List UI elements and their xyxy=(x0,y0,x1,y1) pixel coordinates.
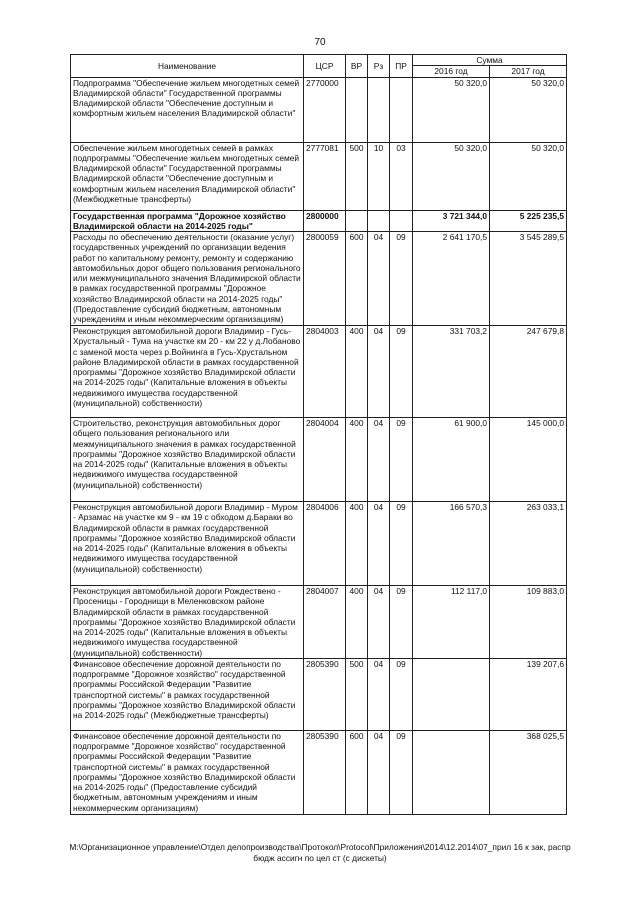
row-name: Финансовое обеспечение дорожной деятельности по подпрограмме "Дорожное хозяйство" государственной программы Российской Федерации "Развитие транспортной системы" в рамках государственной программы "Дорожное хозяйство Владимирской области на 2014-2025 годы" (Предоставление субсидий бюджетным, автономным учреждениям и иным некоммерческим организациям) xyxy=(71,730,304,814)
table-row xyxy=(71,502,567,586)
row-vr: 500 xyxy=(346,142,368,210)
row-name: Реконструкция автомобильной дороги Владимир - Муром - Арзамас на участке км 9 - км 19 с обходом д.Бараки во Владимирской области в рамках государственной программы "Дорожное хозяйство Владимирской области на 2014-2025 годы" (Капитальные вложения в объекты недвижимого имущества государственной (муниципальной) собственности) xyxy=(71,502,304,586)
row-name: Реконструкция автомобильной дороги Владимир - Гусь-Хрустальный - Тума на участке км 20 - км 22 у д.Лобаново с заменой моста через р.Войнинга в Гусь-Хрустальном районе Владимирской области в рамках государственной программы "Дорожное хозяйство Владимирской области на 2014-2025 годы" (Капитальные вложения в объекты недвижимого имущества государственной (муниципальной) собственности) xyxy=(71,326,304,418)
row-name: Подпрограмма "Обеспечение жильем многодетных семей Владимирской области" Государственной программы Владимирской области "Обеспечение доступным и комфортным жильем населения Владимирской области" xyxy=(71,77,304,142)
table-row xyxy=(71,658,567,730)
row-sum-2017: 263 033,1 xyxy=(490,502,567,586)
table-row xyxy=(71,142,567,210)
row-rz: 04 xyxy=(368,730,390,814)
row-vr: 500 xyxy=(346,658,368,730)
row-sum-2017: 50 320,0 xyxy=(490,77,567,142)
row-sum-2016: 61 900,0 xyxy=(413,418,490,502)
row-rz: 04 xyxy=(368,418,390,502)
row-name: Государственная программа "Дорожное хозяйство Владимирской области на 2014-2025 годы" xyxy=(71,210,304,232)
header-year-2016: 2016 год xyxy=(413,66,490,77)
row-sum-2017: 50 320,0 xyxy=(490,142,567,210)
row-sum-2017: 139 207,6 xyxy=(490,658,567,730)
row-csr: 2770000 xyxy=(304,77,346,142)
header-vr: ВР xyxy=(346,55,368,78)
row-sum-2017: 145 000,0 xyxy=(490,418,567,502)
row-vr: 400 xyxy=(346,418,368,502)
row-vr: 600 xyxy=(346,232,368,326)
table-row xyxy=(71,730,567,814)
row-pr: 09 xyxy=(390,502,413,586)
row-rz: 10 xyxy=(368,142,390,210)
row-pr: 09 xyxy=(390,232,413,326)
table-row xyxy=(71,232,567,326)
row-sum-2017: 5 225 235,5 xyxy=(490,210,567,232)
row-sum-2016: 2 641 170,5 xyxy=(413,232,490,326)
row-pr: 09 xyxy=(390,326,413,418)
row-rz: 04 xyxy=(368,326,390,418)
header-year-2017: 2017 год xyxy=(490,66,567,77)
row-pr: 09 xyxy=(390,730,413,814)
row-name: Обеспечение жильем многодетных семей в рамках подпрограммы "Обеспечение жильем многодетных семей Владимирской области" Государственной программы Владимирской области "Обеспечение доступным и комфортным жильем населения Владимирской области" (Межбюджетные трансферты) xyxy=(71,142,304,210)
row-csr: 2804006 xyxy=(304,502,346,586)
row-sum-2016 xyxy=(413,658,490,730)
row-vr: 400 xyxy=(346,586,368,659)
row-csr: 2804007 xyxy=(304,586,346,659)
row-sum-2017: 109 883,0 xyxy=(490,586,567,659)
row-sum-2016: 331 703,2 xyxy=(413,326,490,418)
row-vr: 600 xyxy=(346,730,368,814)
row-pr xyxy=(390,210,413,232)
row-sum-2016: 3 721 344,0 xyxy=(413,210,490,232)
row-pr: 09 xyxy=(390,418,413,502)
row-rz: 04 xyxy=(368,658,390,730)
row-name: Строительство, реконструкция автомобильных дорог общего пользования регионального или межмуниципального значения в рамках государственной программы "Дорожное хозяйство Владимирской области на 2014-2025 годы" (Капитальные вложения в объекты недвижимого имущества государственной (муниципальной) собственности) xyxy=(71,418,304,502)
row-name: Расходы по обеспечению деятельности (оказание услуг) государственных учреждений по организации ведения работ по капитальному ремонту, ремонту и содержанию автомобильных дорог общего пользования регионального или межмуниципального значения Владимирской области в рамках государственной программы "Дорожное хозяйство Владимирской области на 2014-2025 годы" (Предоставление субсидий бюджетным, автономным учреждениям и иным некоммерческим организациям) xyxy=(71,232,304,326)
row-pr: 09 xyxy=(390,586,413,659)
row-rz: 04 xyxy=(368,502,390,586)
footer-line-1: M:\Организационное управление\Отдел делопроизводства\Протокол\Protocol\Приложения\2014\12.2014\07_прил 16 к зак, распр xyxy=(69,842,571,852)
header-sum: Сумма xyxy=(413,55,567,66)
row-pr: 03 xyxy=(390,142,413,210)
row-sum-2016: 112 117,0 xyxy=(413,586,490,659)
row-csr: 2777081 xyxy=(304,142,346,210)
table-row xyxy=(71,210,567,232)
header-name: Наименование xyxy=(71,55,304,78)
table-row xyxy=(71,77,567,142)
row-rz: 04 xyxy=(368,586,390,659)
row-sum-2017: 247 679,8 xyxy=(490,326,567,418)
row-sum-2017: 368 025,5 xyxy=(490,730,567,814)
row-pr: 09 xyxy=(390,658,413,730)
row-csr: 2805390 xyxy=(304,730,346,814)
row-vr xyxy=(346,77,368,142)
row-sum-2016: 50 320,0 xyxy=(413,142,490,210)
row-vr: 400 xyxy=(346,502,368,586)
table-row xyxy=(71,326,567,418)
row-sum-2016 xyxy=(413,730,490,814)
row-vr: 400 xyxy=(346,326,368,418)
header-rz: Рз xyxy=(368,55,390,78)
file-path-footer xyxy=(60,842,580,864)
row-csr: 2800059 xyxy=(304,232,346,326)
page-number: 70 xyxy=(314,37,326,48)
footer-line-2: бюдж ассигн по цел ст (с дискеты) xyxy=(253,852,387,863)
row-rz xyxy=(368,210,390,232)
header-pr: ПР xyxy=(390,55,413,78)
row-name: Финансовое обеспечение дорожной деятельности по подпрограмме "Дорожное хозяйство" государственной программы Российской Федерации "Развитие транспортной системы" в рамках государственной программы "Дорожное хозяйство Владимирской области на 2014-2025 годы" (Межбюджетные трансферты) xyxy=(71,658,304,730)
row-vr xyxy=(346,210,368,232)
row-csr: 2800000 xyxy=(304,210,346,232)
row-rz xyxy=(368,77,390,142)
row-name: Реконструкция автомобильной дороги Рождествено - Просеницы - Городнищи в Меленковском районе Владимирской области в рамках государственной программы "Дорожное хозяйство Владимирской области на 2014-2025 годы" (Капитальные вложения в объекты недвижимого имущества государственной (муниципальной) собственности) xyxy=(71,586,304,659)
row-csr: 2804003 xyxy=(304,326,346,418)
header-row-top xyxy=(71,55,567,66)
row-pr xyxy=(390,77,413,142)
row-csr: 2804004 xyxy=(304,418,346,502)
row-csr: 2805390 xyxy=(304,658,346,730)
row-sum-2016: 166 570,3 xyxy=(413,502,490,586)
row-rz: 04 xyxy=(368,232,390,326)
budget-table xyxy=(70,54,567,815)
row-sum-2017: 3 545 289,5 xyxy=(490,232,567,326)
header-csr: ЦСР xyxy=(304,55,346,78)
table-row xyxy=(71,586,567,659)
table-row xyxy=(71,418,567,502)
row-sum-2016: 50 320,0 xyxy=(413,77,490,142)
